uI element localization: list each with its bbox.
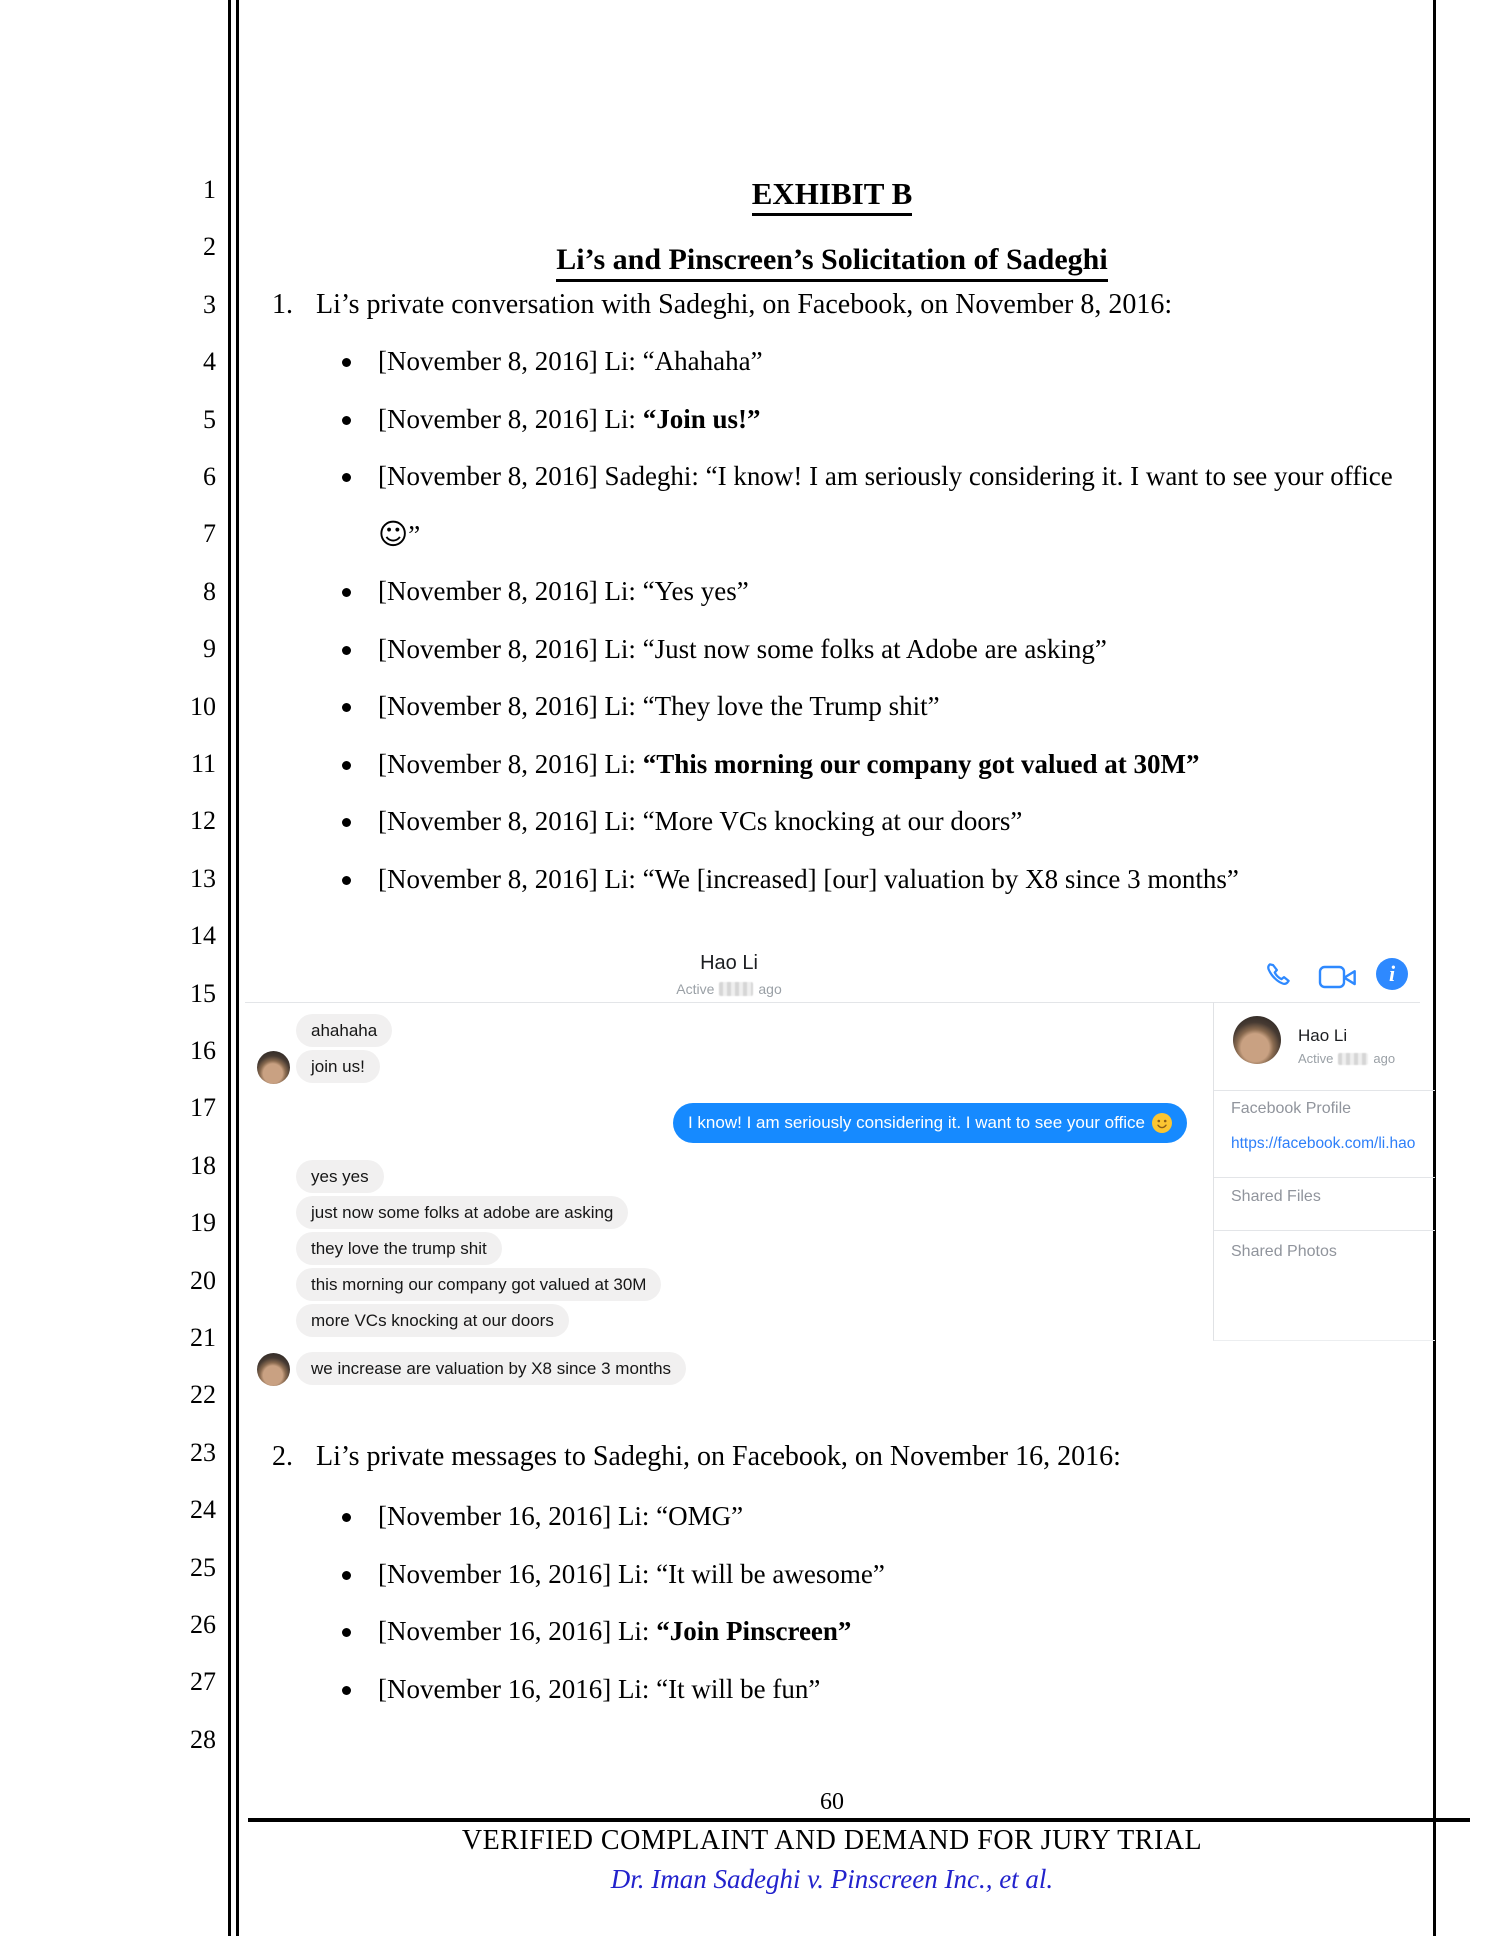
exhibit-title: EXHIBIT B [245, 176, 1419, 216]
bullet-text: [November 8, 2016] Li: “More VCs knocking at our doors” [378, 806, 1023, 836]
line-number: 14 [190, 921, 216, 951]
line-number: 18 [190, 1150, 216, 1180]
bullet-icon [342, 876, 351, 885]
redaction-block [719, 982, 753, 996]
bullet-icon [342, 761, 351, 770]
bullet-item [340, 1488, 1408, 1546]
section-1-number: 1. [272, 289, 293, 320]
avatar [1233, 1016, 1281, 1064]
conversation-title: Hao Li [700, 952, 758, 974]
bullet-text: [November 16, 2016] Li: “It will be fun” [378, 1674, 821, 1704]
line-number: 4 [203, 347, 216, 377]
line-number: 9 [203, 634, 216, 664]
line-number: 2 [203, 232, 216, 262]
redaction-block [1338, 1053, 1368, 1065]
chat-bubble-incoming: just now some folks at adobe are asking [296, 1196, 628, 1229]
bullet-icon [342, 473, 351, 482]
chat-bubble-incoming: more VCs knocking at our doors [296, 1304, 569, 1337]
line-number: 25 [190, 1552, 216, 1582]
section-1-heading [272, 288, 1412, 322]
line-number: 11 [190, 749, 216, 778]
conversation-info-sidebar [1213, 1002, 1435, 1341]
sidebar-divider [1214, 1230, 1435, 1231]
bullet-item [340, 736, 1408, 794]
bullet-item [340, 333, 1408, 391]
left-double-rule-inner [236, 0, 239, 1936]
bullet-text: [November 8, 2016] Li: “Ahahaha” [378, 346, 763, 376]
bullet-text: [November 8, 2016] Li: “We [increased] [our] valuation by X8 since 3 months” [378, 864, 1239, 894]
bullet-icon [342, 1628, 351, 1637]
bullet-text: [November 16, 2016] Li: “OMG” [378, 1501, 744, 1531]
bullet-icon [342, 1571, 351, 1580]
footer-rule [248, 1818, 1470, 1822]
footer-case-name: Dr. Iman Sadeghi v. Pinscreen Inc., et al. [610, 1864, 1054, 1894]
line-number: 15 [190, 978, 216, 1008]
bullet-icon [342, 1686, 351, 1695]
facebook-messenger-screenshot [245, 950, 1435, 1390]
line-number: 21 [190, 1323, 216, 1352]
bullet-item [340, 793, 1408, 851]
shared-files-item[interactable]: Shared Files [1231, 1188, 1321, 1205]
bullet-text: [November 8, 2016] Li: “Join us!” [378, 404, 761, 434]
active-status: Active ago [676, 981, 782, 997]
line-number: 24 [190, 1495, 216, 1525]
line-number: 6 [203, 462, 216, 491]
bullet-text: [November 8, 2016] Li: “They love the Trump shit” [378, 691, 940, 721]
avatar [257, 1051, 290, 1084]
info-icon[interactable]: i [1376, 958, 1408, 990]
bullet-item [340, 621, 1408, 679]
chat-bubble-incoming: ahahaha [296, 1014, 392, 1047]
bullet-icon [342, 588, 351, 597]
sidebar-contact-name: Hao Li [1298, 1026, 1348, 1045]
bullet-item [340, 851, 1408, 909]
line-number: 8 [203, 576, 216, 606]
avatar [257, 1353, 290, 1386]
bullet-item [340, 1661, 1408, 1719]
page-number: 60 [820, 1789, 844, 1815]
bullet-text: [November 16, 2016] Li: “Join Pinscreen” [378, 1616, 852, 1646]
left-double-rule-outer [228, 0, 231, 1936]
section-2-heading-text: Li’s private messages to Sadeghi, on Facebook, on November 16, 2016: [316, 1441, 1121, 1472]
bullet-item [340, 448, 1408, 564]
chat-bubble-outgoing: I know! I am seriously considering it. I want to see your office [673, 1103, 1187, 1143]
shared-photos-item[interactable]: Shared Photos [1231, 1243, 1337, 1260]
line-number: 12 [190, 806, 216, 836]
call-actions [1263, 956, 1423, 998]
bullet-text: [November 16, 2016] Li: “It will be awesome” [378, 1559, 885, 1589]
chat-bubble-incoming: we increase are valuation by X8 since 3 months [296, 1352, 686, 1385]
line-number: 1 [203, 175, 216, 204]
facebook-profile-label: Facebook Profile [1231, 1100, 1352, 1117]
sidebar-divider [1214, 1090, 1435, 1091]
line-number: 3 [203, 289, 216, 319]
line-number: 28 [190, 1724, 216, 1754]
line-number: 10 [190, 691, 216, 721]
line-number: 19 [190, 1208, 216, 1238]
chat-bubble-incoming: they love the trump shit [296, 1232, 502, 1265]
smiling-emoji-icon [1152, 1113, 1172, 1133]
bullet-text: [November 8, 2016] Li: “Just now some folks at Adobe are asking” [378, 634, 1107, 664]
bullet-icon [342, 416, 351, 425]
footer-document-title: VERIFIED COMPLAINT AND DEMAND FOR JURY TRIAL [461, 1825, 1203, 1856]
chat-bubble-incoming: yes yes [296, 1160, 384, 1193]
bullet-item [340, 391, 1408, 449]
bullet-icon [342, 1513, 351, 1522]
line-number: 27 [190, 1667, 216, 1697]
bullet-item [340, 1603, 1408, 1661]
chat-bubble-incoming: join us! [296, 1050, 380, 1083]
bullet-icon [342, 646, 351, 655]
bullet-item [340, 563, 1408, 621]
line-number: 17 [190, 1093, 216, 1123]
line-number: 13 [190, 863, 216, 893]
line-number: 20 [190, 1265, 216, 1295]
bullet-text: [November 8, 2016] Li: “Yes yes” [378, 576, 749, 606]
facebook-profile-link[interactable]: https://facebook.com/li.hao [1231, 1135, 1416, 1152]
bullet-item [340, 678, 1408, 736]
bullet-icon [342, 358, 351, 367]
chat-bubble-incoming: this morning our company got valued at 30M [296, 1268, 661, 1301]
line-number-column [0, 0, 216, 1936]
bullet-icon [342, 703, 351, 712]
phone-icon[interactable] [1263, 960, 1293, 995]
section-2-number: 2. [272, 1441, 293, 1472]
line-number: 7 [203, 519, 216, 549]
section-1-heading-text: Li’s private conversation with Sadeghi, on Facebook, on November 8, 2016: [316, 289, 1173, 320]
line-number: 5 [203, 404, 216, 434]
line-number: 23 [190, 1437, 216, 1467]
sidebar-active-status: Active ago [1298, 1051, 1396, 1066]
line-number: 16 [190, 1036, 216, 1065]
bullet-text: [November 8, 2016] Li: “This morning our company got valued at 30M” [378, 749, 1200, 779]
bullet-text: [November 8, 2016] Sadeghi: “I know! I am seriously considering it. I want to see your office ☺” [378, 461, 1393, 551]
bullet-icon [342, 818, 351, 827]
exhibit-subtitle: Li’s and Pinscreen’s Solicitation of Sadeghi [245, 242, 1419, 282]
bullet-item [340, 1546, 1408, 1604]
video-call-icon[interactable] [1318, 964, 1358, 995]
section-2-heading [272, 1440, 1412, 1474]
line-number: 22 [190, 1380, 216, 1410]
smiley-emoji: ☺ [378, 516, 409, 551]
line-number: 26 [190, 1610, 216, 1639]
sidebar-divider [1214, 1177, 1435, 1178]
